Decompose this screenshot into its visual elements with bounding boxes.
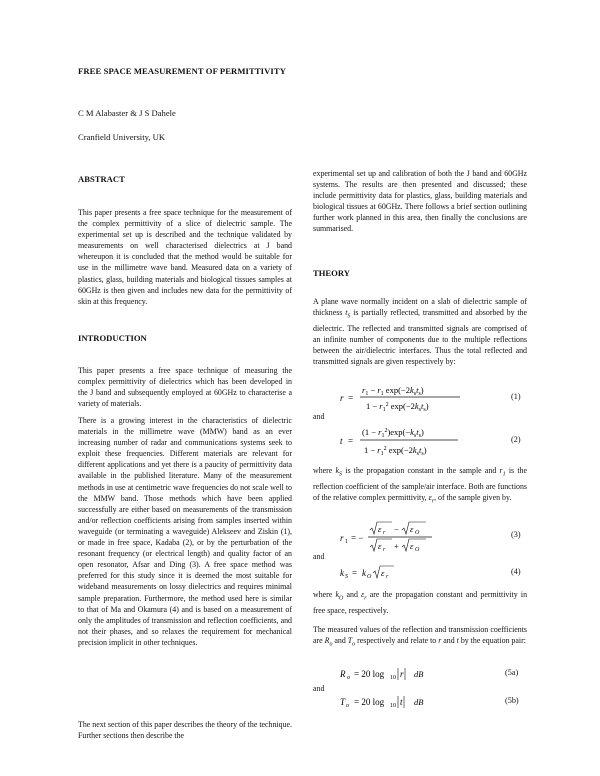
equation-2-number: (2) — [511, 435, 521, 444]
svg-text:=: = — [352, 568, 358, 578]
authors: C M Alabaster & J S Dahele — [78, 108, 176, 118]
equation-1 — [340, 380, 480, 416]
svg-text:(1 − r12)exp(−ksts): $(1 - r_1^2)\exp(-k_st_s)$ — [362, 427, 424, 439]
equation-4-number: (4) — [511, 567, 521, 576]
svg-text:= −: = − — [351, 533, 364, 543]
svg-text:10: 10 — [390, 675, 396, 681]
and-3: and — [313, 684, 325, 693]
svg-text:o: o — [347, 675, 350, 681]
introduction-paragraph-3: The next section of this paper describes the theory of the technique. Further sections then describe the — [78, 720, 292, 741]
svg-text:r: r — [383, 530, 386, 536]
svg-text:= 20 log: = 20 log — [354, 669, 385, 679]
and-1: and — [313, 412, 325, 421]
svg-text:1 − r12 exp(−2ksts): $1 - r_1^2$ $\exp(-2k_st_s)$ — [366, 401, 429, 413]
svg-text:ε: ε — [410, 524, 414, 534]
svg-text:=: = — [348, 436, 354, 446]
introduction-continued: experimental set up and calibration of both the J band and 60GHz systems. The results are then presented and discussed; these include permittivity data for plastics, glass, building materials and biological tissues at 60GHz. There follows a brief section outlining further work planned in this area, then finally the conclusions are summarised. — [313, 169, 527, 234]
introduction-paragraph-1: This paper presents a free space technique of measuring the complex permittivity of dielectrics which has been developed in the J band and subsequently employed at 60GHz to characterise a variety of materials. — [78, 366, 292, 409]
svg-text:1 − r12 exp(−2ksts): $1 - r_1^2$ $\exp(-2k_st_s)$ — [364, 445, 427, 457]
svg-text:O: O — [415, 530, 420, 536]
svg-text:dB: dB — [414, 669, 424, 679]
abstract-heading: ABSTRACT — [78, 174, 125, 184]
equation-5b-number: (5b) — [505, 696, 519, 705]
svg-text:ε: ε — [378, 541, 382, 551]
equation-3-number: (3) — [511, 530, 521, 539]
svg-text:k: k — [362, 568, 366, 578]
svg-text:O: O — [367, 574, 372, 580]
equation-1-number: (1) — [511, 392, 521, 401]
svg-text:T: T — [340, 697, 346, 707]
svg-text:dB: dB — [414, 697, 424, 707]
svg-text:r: r — [340, 533, 344, 543]
svg-text:1: 1 — [345, 539, 348, 545]
svg-text:O: O — [415, 547, 420, 553]
and-2: and — [313, 552, 325, 561]
svg-text:=: = — [348, 393, 354, 403]
svg-text:o: o — [346, 703, 349, 709]
svg-text:R: R — [340, 669, 346, 679]
svg-text:r: r — [340, 393, 344, 403]
svg-text:−: − — [394, 524, 399, 534]
svg-text:ε: ε — [378, 524, 382, 534]
theory-paragraph-1: A plane wave normally incident on a slab of dielectric sample of thickness $t_S$ is partially reflected, transmitted and absorbed by the dielectric. The reflected and transmitted signals are comprised of an infinite number of components due to the multiple reflections between the air/dielectric interfaces. Thus the total reflected and transmitted signals are given respectively by: — [313, 297, 528, 367]
theory-paragraph-2: where $k_S$ is the propagation constant in the sample and $r_1$ is the reflection coefficient of the sample/air interface. Both are functions of the relative complex permittivity, $\varepsilon_r$, of the sample given by. — [313, 466, 527, 505]
equation-3 — [340, 520, 470, 556]
svg-text:r1 − r1 exp(−2ksts): $r_1 - r_1$ $\exp(-2k_st_s)$ — [362, 385, 424, 397]
affiliation: Cranfield University, UK — [78, 132, 166, 142]
svg-text:10: 10 — [390, 703, 396, 709]
introduction-paragraph-2: There is a growing interest in the characteristics of dielectric materials in the millimetre wave (MMW) band as an ever increasing number of radar and communications systems seek to exploit these frequencies. Different materials are relevant for different applications and yet there is a paucity of permittivity data available in the published literature. Many of the measurement methods in use at centimetric wave frequencies do not scale well to the MMW band. Those methods which have been applied successfully are either based on measurements of the transmission and/or reflection coefficients arising from samples inserted within waveguide (or terminating a waveguide) Alekseev and Ziskin (1), or made in free space, Kadaba (2), or by the perturbation of the resonant frequency (or electrical length) and quality factor of an open resonator, Afsar and Ding (3). A free space method was preferred for this study since it is deemed the most suitable for wideband measurements on lossy dielectrics and requires minimal sample preparation. Furthermore, the method used here is similar to that of Ma and Okamura (4) and is based on a measurement of only the amplitudes of transmission and reflection coefficients, and not their phases, and so relaxes the requirement for mechanical precision implicit in other techniques. — [78, 416, 292, 647]
svg-text:k: k — [340, 568, 344, 578]
svg-text:= 20 log: = 20 log — [354, 697, 385, 707]
svg-text:t: t — [400, 697, 403, 707]
svg-text:r: r — [400, 669, 404, 679]
theory-paragraph-3: where $k_O$ and $\varepsilon_r$ are the propagation constant and permittivity in free space, respectively. — [313, 590, 528, 615]
equation-5b — [340, 692, 460, 712]
equation-5a-number: (5a) — [505, 668, 519, 677]
equation-4 — [340, 562, 440, 584]
paper-title: FREE SPACE MEASUREMENT OF PERMITTIVITY — [78, 66, 287, 76]
theory-paragraph-4: The measured values of the reflection and transmission coefficients are $R_o$ and $T_o$ respectively and relate to r and t by the equation pair: — [313, 625, 527, 648]
svg-text:ε: ε — [410, 541, 414, 551]
svg-text:+: + — [394, 541, 399, 551]
svg-text:S: S — [345, 574, 348, 580]
equation-2 — [340, 422, 480, 460]
svg-text:ε: ε — [381, 568, 385, 578]
svg-text:r: r — [383, 547, 386, 553]
abstract-text: This paper presents a free space technique for the measurement of the complex permittivity of a slice of dielectric sample. The experimental set up is described and the technique validated by measurements on well characterised dielectrics at J band whereupon it is concluded that the method would be suitable for use in the millimetre wave band. Measured data on a variety of plastics, glass, building materials and biological tissues samples at 60GHz is then given and includes new data for the permittivity of skin at this frequency. — [78, 208, 292, 306]
svg-text:t: t — [340, 436, 343, 446]
equation-5a — [340, 664, 460, 684]
svg-text:r: r — [386, 574, 389, 580]
theory-heading: THEORY — [313, 268, 350, 278]
introduction-heading: INTRODUCTION — [78, 333, 147, 343]
